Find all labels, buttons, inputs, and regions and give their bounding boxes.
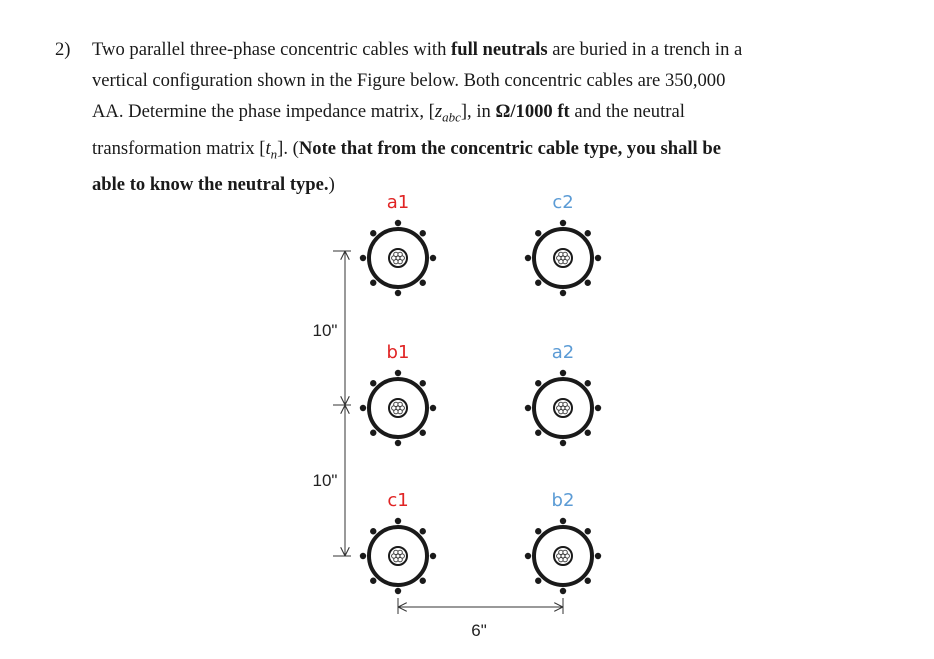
- conductor-strand: [396, 554, 400, 558]
- neutral-strand: [370, 528, 376, 534]
- conductor-strand: [396, 256, 400, 260]
- neutral-strand: [535, 578, 541, 584]
- neutral-strand: [360, 405, 366, 411]
- neutral-strand: [560, 588, 566, 594]
- neutral-strand: [560, 440, 566, 446]
- neutral-strand: [360, 255, 366, 261]
- cable-label-c1: c1: [387, 490, 409, 511]
- problem-line-1: Two parallel three-phase concentric cables with full neutrals are buried in a trench in a: [92, 39, 743, 60]
- neutral-strand: [535, 528, 541, 534]
- neutral-strand: [585, 380, 591, 386]
- conductor-strand: [396, 406, 400, 410]
- neutral-strand: [395, 220, 401, 226]
- neutral-strand: [370, 578, 376, 584]
- neutral-strand: [395, 370, 401, 376]
- dim-label-6in: 6": [471, 621, 487, 640]
- neutral-strand: [370, 430, 376, 436]
- neutral-strand: [535, 430, 541, 436]
- problem-line-2: vertical configuration shown in the Figure below. Both concentric cables are 350,000: [92, 70, 726, 91]
- neutral-strand: [430, 405, 436, 411]
- neutral-strand: [560, 290, 566, 296]
- cable-label-c2: c2: [552, 192, 574, 213]
- neutral-strand: [370, 380, 376, 386]
- neutral-strand: [420, 380, 426, 386]
- neutral-strand: [370, 280, 376, 286]
- cable-label-a1: a1: [386, 192, 410, 213]
- emphasis-note: Note that from the concentric cable type, you shall be: [298, 137, 721, 159]
- neutral-strand: [525, 553, 531, 559]
- neutral-strand: [560, 370, 566, 376]
- emphasis-unit: Ω/1000 ft: [495, 101, 570, 122]
- neutral-strand: [535, 280, 541, 286]
- horizontal-dimension: [398, 598, 563, 640]
- neutral-strand: [585, 230, 591, 236]
- neutral-strand: [560, 518, 566, 524]
- problem-line-5: able to know the neutral type.): [92, 174, 335, 196]
- dim-label-10in-lower: 10": [312, 471, 338, 490]
- cable-c2: [525, 192, 601, 296]
- neutral-strand: [395, 588, 401, 594]
- conductor-strand: [561, 256, 565, 260]
- neutral-strand: [560, 220, 566, 226]
- neutral-strand: [585, 578, 591, 584]
- cable-b2: [525, 490, 601, 594]
- cable-a1: [360, 192, 436, 296]
- cables-layer: [360, 192, 601, 594]
- problem-line-3: AA. Determine the phase impedance matrix, $[z_{abc}]$, in Ω/1000 ft and the neutral: [92, 101, 685, 125]
- emphasis-full-neutrals: full neutrals: [451, 39, 548, 60]
- cable-label-b2: b2: [551, 490, 575, 511]
- neutral-strand: [395, 440, 401, 446]
- neutral-strand: [430, 255, 436, 261]
- cable-c1: [360, 490, 436, 594]
- math-z-abc: $z_{abc}$: [434, 101, 461, 125]
- neutral-strand: [595, 553, 601, 559]
- neutral-strand: [360, 553, 366, 559]
- dim-label-10in-upper: 10": [312, 321, 338, 340]
- neutral-strand: [430, 553, 436, 559]
- conductor-strand: [561, 406, 565, 410]
- neutral-strand: [585, 430, 591, 436]
- neutral-strand: [420, 280, 426, 286]
- emphasis-note-cont: able to know the neutral type.: [92, 174, 329, 196]
- neutral-strand: [585, 528, 591, 534]
- neutral-strand: [595, 405, 601, 411]
- neutral-strand: [420, 230, 426, 236]
- neutral-strand: [420, 578, 426, 584]
- vertical-dimension: [313, 251, 351, 556]
- problem-line-4: transformation matrix $[t_n]$. (Note that from the concentric cable type, you shall be: [92, 137, 721, 162]
- cable-a2: [525, 342, 601, 446]
- neutral-strand: [535, 230, 541, 236]
- neutral-strand: [420, 430, 426, 436]
- problem-number: 2): [55, 39, 71, 60]
- cable-label-a2: a2: [551, 342, 575, 363]
- math-t-n: $t_n$: [265, 137, 278, 162]
- neutral-strand: [370, 230, 376, 236]
- cable-label-b1: b1: [386, 342, 410, 363]
- neutral-strand: [585, 280, 591, 286]
- cable-b1: [360, 342, 436, 446]
- neutral-strand: [525, 405, 531, 411]
- neutral-strand: [535, 380, 541, 386]
- neutral-strand: [525, 255, 531, 261]
- neutral-strand: [395, 290, 401, 296]
- neutral-strand: [420, 528, 426, 534]
- conductor-strand: [561, 554, 565, 558]
- neutral-strand: [595, 255, 601, 261]
- neutral-strand: [395, 518, 401, 524]
